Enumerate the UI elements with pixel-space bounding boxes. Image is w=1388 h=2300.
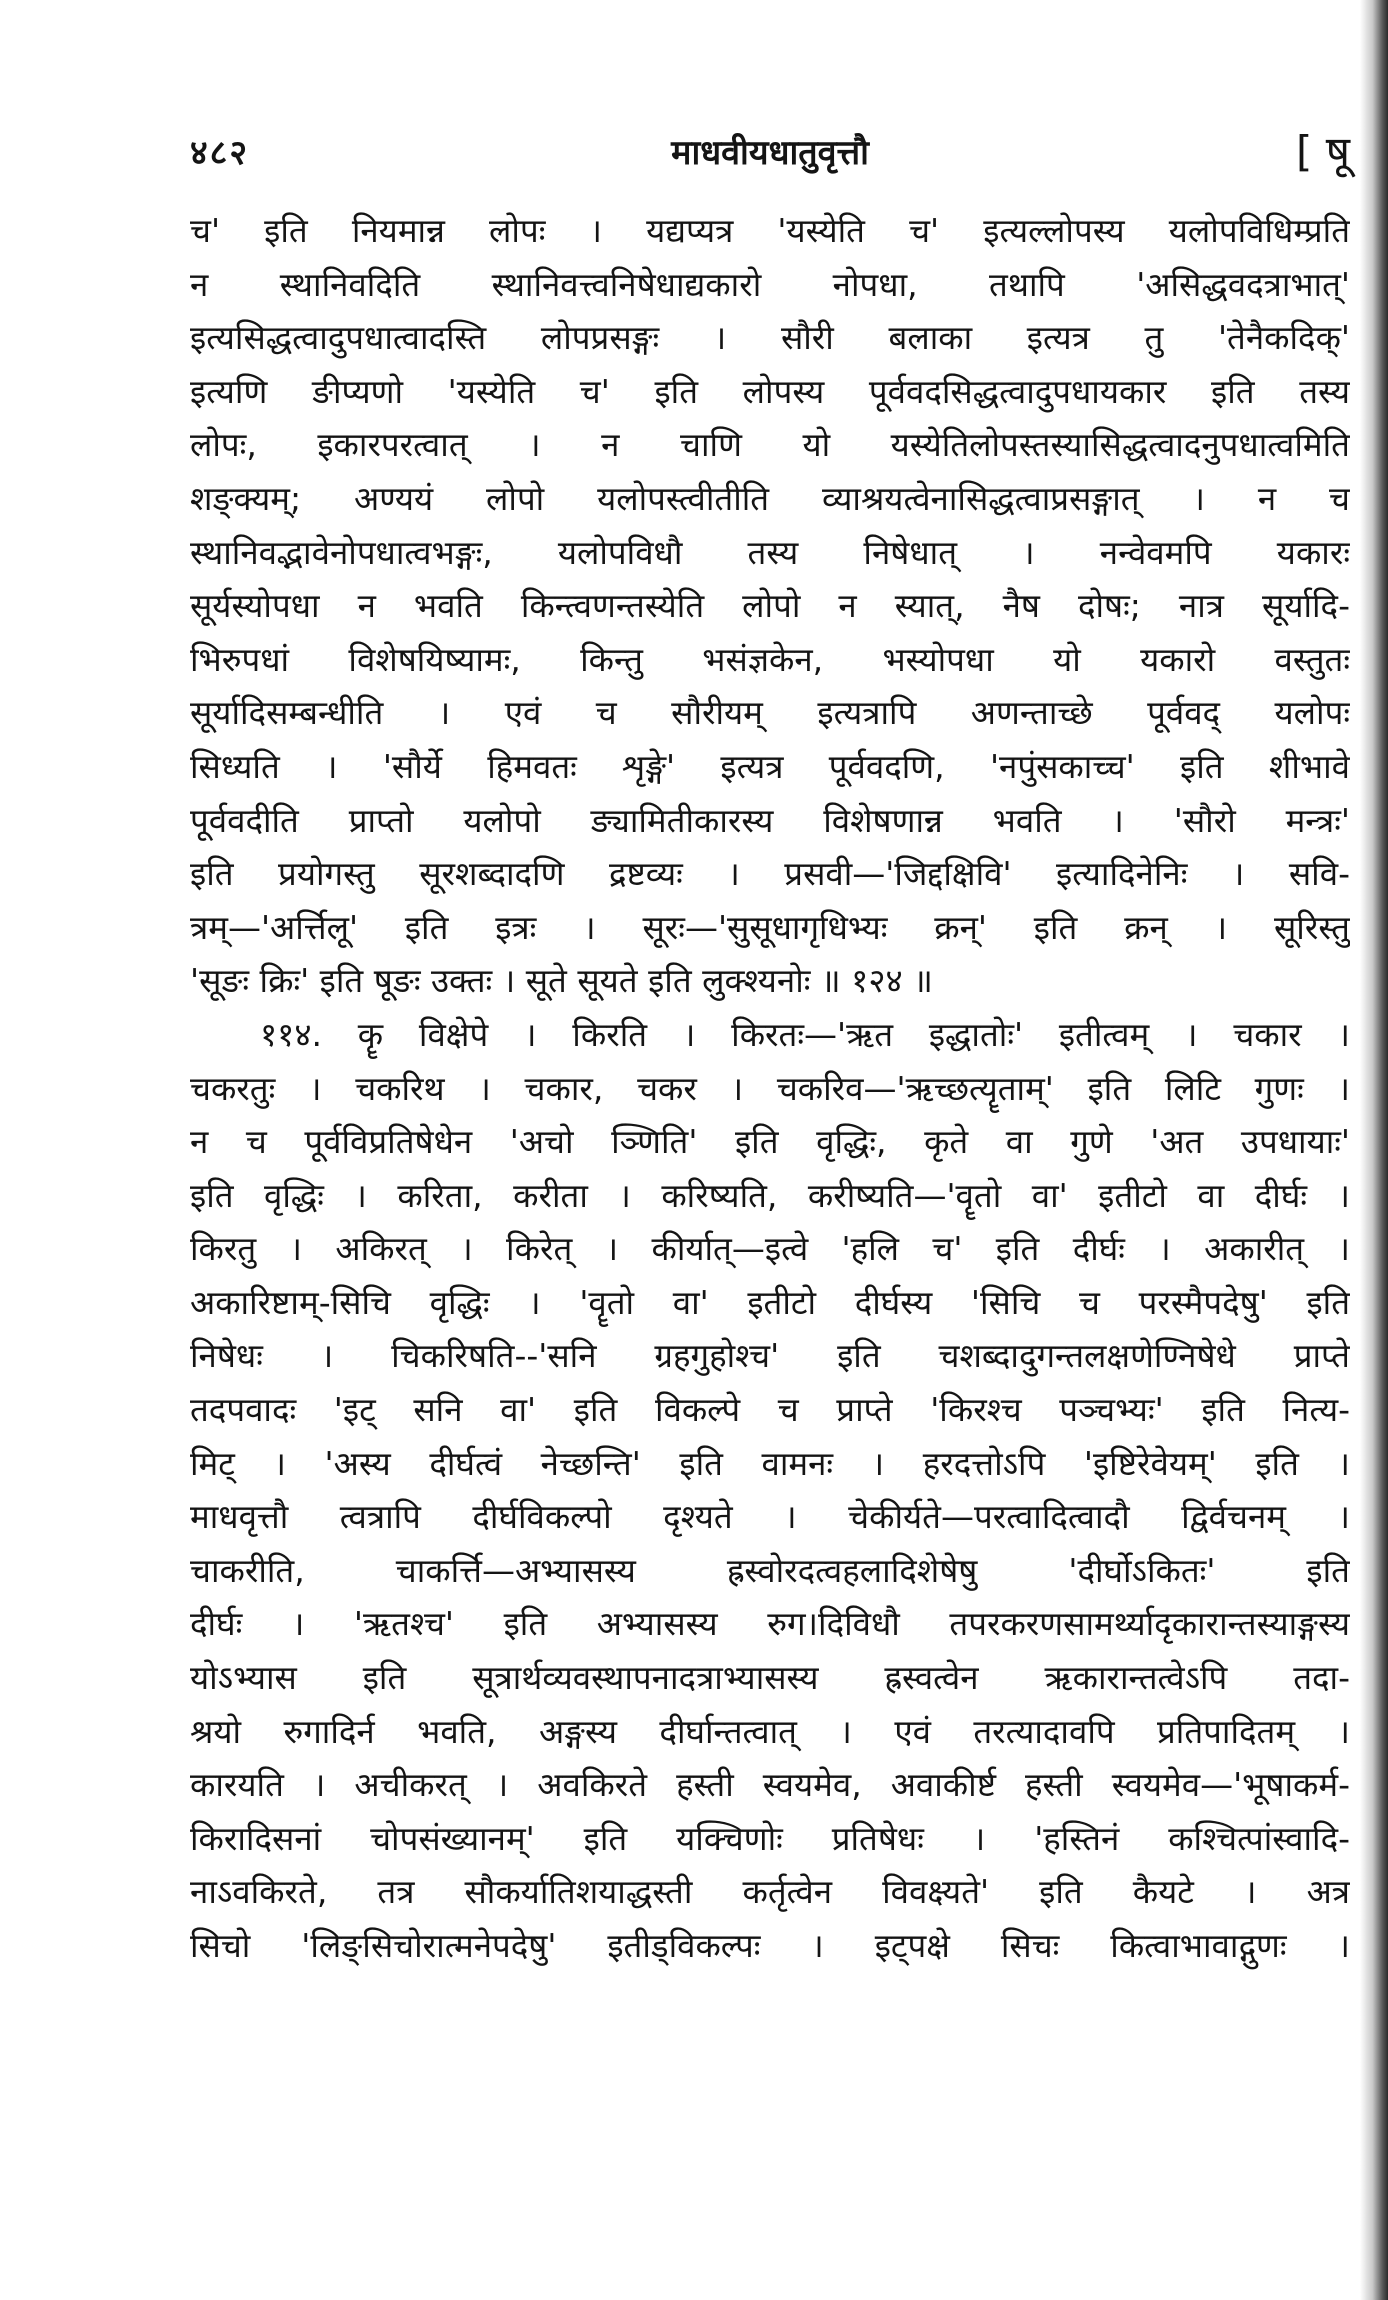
text-line: योऽभ्यास इति सूत्रार्थव्यवस्थापनादत्राभ्यासस्य ह्रस्वत्वेन ऋकारान्तत्वेऽपि तदा- bbox=[190, 1658, 1350, 1698]
text-line: मिट् । 'अस्य दीर्घत्वं नेच्छन्ति' इति वामनः । हरदत्तोऽपि 'इष्टिरेवेयम्' इति । bbox=[190, 1443, 1350, 1483]
text-line: सिचो 'लिङ्सिचोरात्मनेपदेषु' इतीड्विकल्पः । इट्पक्षे सिचः कित्वाभावाद्गुणः । bbox=[190, 1926, 1350, 1965]
text-line: सूर्यस्योपधा न भवति किन्त्वणन्तस्येति लोपो न स्यात्, नैष दोषः; नात्र सूर्यादि- bbox=[190, 586, 1350, 626]
text-line: 'सूङः क्रिः' इति षूङः उक्तः । सूते सूयते इति लुक्श्यनोः ॥ १२४ ॥ bbox=[190, 961, 933, 1001]
text-line: चाकरीति, चाकर्त्ति—अभ्यासस्य ह्रस्वोरदत्वहलादिशेषेषु 'दीर्घोऽकितः' इति bbox=[190, 1550, 1350, 1590]
text-line: श्रयो रुगादिर्न भवति, अङ्गस्य दीर्घान्तत्वात् । एवं तरत्यादावपि प्रतिपादितम् । bbox=[190, 1711, 1350, 1751]
text-line: सिध्यति । 'सौर्ये हिमवतः शृङ्गे' इत्यत्र पूर्ववदणि, 'नपुंसकाच्च' इति शीभावे bbox=[190, 746, 1350, 786]
text-line: कारयति । अचीकरत् । अवकिरते हस्ती स्वयमेव, अवाकीर्ष्ट हस्ती स्वयमेव—'भूषाकर्म- bbox=[190, 1765, 1350, 1805]
text-line: निषेधः । चिकरिषति--'सनि ग्रहगुहोश्च' इति चशब्दादुगन्तलक्षणेण्निषेधे प्राप्ते bbox=[190, 1336, 1350, 1376]
text-line: किरादिसनां चोपसंख्यानम्' इति यक्चिणोः प्रतिषेधः । 'हस्तिनं कश्चित्पांस्वादि- bbox=[190, 1818, 1350, 1858]
text-line: इत्यसिद्धत्वादुपधात्वादस्ति लोपप्रसङ्गः । सौरी बलाका इत्यत्र तु 'तेनैकदिक्' bbox=[190, 318, 1350, 358]
text-line: स्थानिवद्भावेनोपधात्वभङ्गः, यलोपविधौ तस्य निषेधात् । नन्वेवमपि यकारः bbox=[190, 532, 1350, 572]
text-line: च' इति नियमान्न लोपः । यद्यप्यत्र 'यस्येति च' इत्यल्लोपस्य यलोपविधिम्प्रति bbox=[190, 211, 1350, 250]
entry-heading-line: ११४. कॄ विक्षेपे । किरति । किरतः—'ऋत इद्धातोः' इतीत्वम् । चकार । bbox=[260, 1014, 1350, 1054]
text-line: माधवृत्तौ त्वत्रापि दीर्घविकल्पो दृश्यते । चेकीर्यते—परत्वादित्वादौ द्विर्वचनम् । bbox=[190, 1497, 1350, 1537]
page-number: ४८२ bbox=[190, 133, 250, 173]
text-line: किरतु । अकिरत् । किरेत् । कीर्यात्—इत्वे 'हलि च' इति दीर्घः । अकारीत् । bbox=[190, 1229, 1350, 1269]
text-line: इत्यणि ङीप्यणो 'यस्येति च' इति लोपस्य पूर्ववदसिद्धत्वादुपधायकार इति तस्य bbox=[190, 371, 1350, 411]
text-line: अकारिष्टाम्-सिचि वृद्धिः । 'वॄतो वा' इतीटो दीर्घस्य 'सिचि च परस्मैपदेषु' इति bbox=[190, 1282, 1350, 1322]
section-reference: [ षू bbox=[1295, 127, 1350, 176]
text-line: इति प्रयोगस्तु सूरशब्दादणि द्रष्टव्यः । प्रसवी—'जिद्दक्षिवि' इत्यादिनेनिः । सवि- bbox=[190, 854, 1350, 894]
page-header bbox=[190, 128, 1350, 184]
text-line: न च पूर्वविप्रतिषेधेन 'अचो ञ्णिति' इति वृद्धिः, कृते वा गुणे 'अत उपधायाः' bbox=[190, 1122, 1350, 1162]
running-title: माधवीयधातुवृत्तौ bbox=[671, 133, 869, 173]
text-line: भिरुपधां विशेषयिष्यामः, किन्तु भसंज्ञकेन, भस्योपधा यो यकारो वस्तुतः bbox=[190, 639, 1350, 679]
text-line: दीर्घः । 'ऋतश्च' इति अभ्यासस्य रुग।दिविधौ तपरकरणसामर्थ्यादृकारान्तस्याङ्गस्य bbox=[190, 1604, 1350, 1644]
text-line: शङ्क्यम्; अण्ययं लोपो यलोपस्त्वीतीति व्याश्रयत्वेनासिद्धत्वाप्रसङ्गात् । न च bbox=[190, 478, 1350, 518]
text-line: पूर्ववदीति प्राप्तो यलोपो ङ्यामितीकारस्य विशेषणान्न भवति । 'सौरो मन्त्रः' bbox=[190, 800, 1350, 840]
body-text bbox=[190, 204, 1350, 1973]
text-line: लोपः, इकारपरत्वात् । न चाणि यो यस्येतिलोपस्तस्यासिद्धत्वादनुपधात्वमिति bbox=[190, 425, 1350, 465]
text-line: चकरतुः । चकरिथ । चकार, चकर । चकरिव—'ऋच्छत्यॄताम्' इति लिटि गुणः । bbox=[190, 1068, 1350, 1108]
text-line: त्रम्—'अर्त्तिलू' इति इत्रः । सूरः—'सुसूधागृधिभ्यः क्रन्' इति क्रन् । सूरिस्तु bbox=[190, 907, 1350, 947]
text-line: इति वृद्धिः । करिता, करीता । करिष्यति, करीष्यति—'वॄतो वा' इतीटो वा दीर्घः । bbox=[190, 1175, 1350, 1215]
page-edge-shadow bbox=[1360, 0, 1388, 2300]
text-line: सूर्यादिसम्बन्धीति । एवं च सौरीयम् इत्यत्रापि अणन्ताच्छे पूर्ववद् यलोपः bbox=[190, 693, 1350, 733]
text-line: तदपवादः 'इट् सनि वा' इति विकल्पे च प्राप्ते 'किरश्च पञ्चभ्यः' इति नित्य- bbox=[190, 1390, 1350, 1430]
text-line: नाऽवकिरते, तत्र सौकर्यातिशयाद्धस्ती कर्तृत्वेन विवक्ष्यते' इति कैयटे । अत्र bbox=[190, 1872, 1350, 1912]
text-line: न स्थानिवदिति स्थानिवत्त्वनिषेधाद्यकारो नोपधा, तथापि 'असिद्धवदत्राभात्' bbox=[190, 264, 1350, 304]
